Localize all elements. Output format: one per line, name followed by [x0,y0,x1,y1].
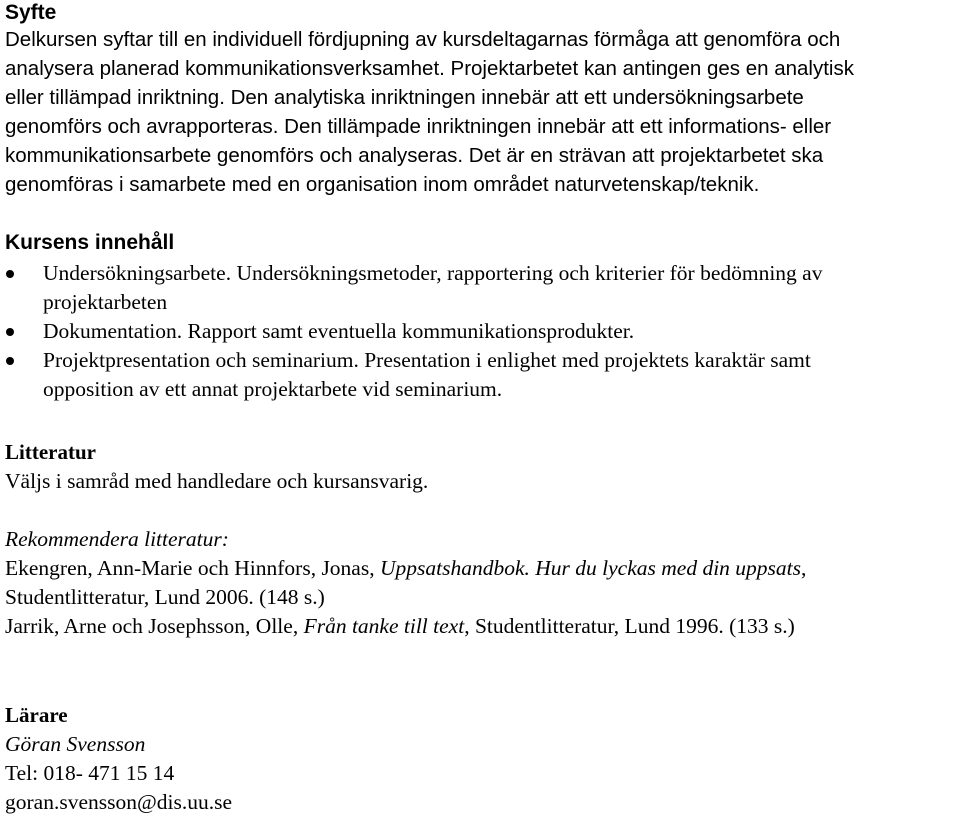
list-item-line: opposition av ett annat projektarbete vid seminarium. [43,377,503,401]
reference-authors: Jarrik, Arne och Josephsson, Olle, [5,614,304,638]
reference-entry [5,612,960,641]
syfte-paragraph [5,25,955,199]
reference-entry [5,554,960,583]
litteratur-heading: Litteratur [5,440,96,464]
syfte-line: Delkursen syftar till en individuell fördjupning av kursdeltagarnas förmåga att genomföra och [5,28,841,51]
list-item [5,346,957,404]
bullet-icon [6,328,14,336]
reference-authors: Ekengren, Ann-Marie och Hinnfors, Jonas, [5,556,380,580]
list-item [5,259,957,317]
kursens-innehall-heading: Kursens innehåll [5,231,175,254]
reference-title: Uppsatshandbok. Hur du lyckas med din uppsats [379,556,801,580]
reference-list [5,554,960,641]
syfte-line: genomförs och avrapporteras. Den tillämpade inriktningen innebär att ett informations- eller [5,115,832,138]
reference-title: Från tanke till text [303,614,465,638]
litteratur-text: Väljs i samråd med handledare och kursansvarig. [5,469,429,493]
list-item-line: Dokumentation. Rapport samt eventuella kommunikationsprodukter. [43,319,635,343]
syfte-line: eller tillämpad inriktning. Den analytiska inriktningen innebär att ett undersökningsarbete [5,86,804,109]
syfte-line: analysera planerad kommunikationsverksamhet. Projektarbetet kan antingen ges en analytisk [5,57,854,80]
bullet-icon [6,270,14,278]
reference-entry-continued: Studentlitteratur, Lund 2006. (148 s.) [5,585,325,609]
list-item [5,317,957,346]
syfte-heading: Syfte [5,1,57,24]
teacher-phone: Tel: 018- 471 15 14 [5,761,175,785]
teacher-email: goran.svensson@dis.uu.se [5,790,233,814]
innehall-list [5,259,957,404]
reference-tail: , [801,556,807,580]
list-item-line: projektarbeten [43,290,168,314]
list-item-line: Projektpresentation och seminarium. Presentation i enlighet med projektets karaktär samt [43,348,811,372]
syfte-line: genomföras i samarbete med en organisation inom området naturvetenskap/teknik. [5,173,760,196]
bullet-icon [6,357,14,365]
list-item-line: Undersökningsarbete. Undersökningsmetoder, rapportering och kriterier för bedömning av [43,261,823,285]
larare-heading: Lärare [5,703,68,727]
syfte-line: kommunikationsarbete genomförs och analyseras. Det är en strävan att projektarbetet ska [5,144,824,167]
teacher-name: Göran Svensson [5,732,146,756]
reference-tail: , Studentlitteratur, Lund 1996. (133 s.) [464,614,795,638]
rekommendera-heading: Rekommendera litteratur: [5,527,229,551]
